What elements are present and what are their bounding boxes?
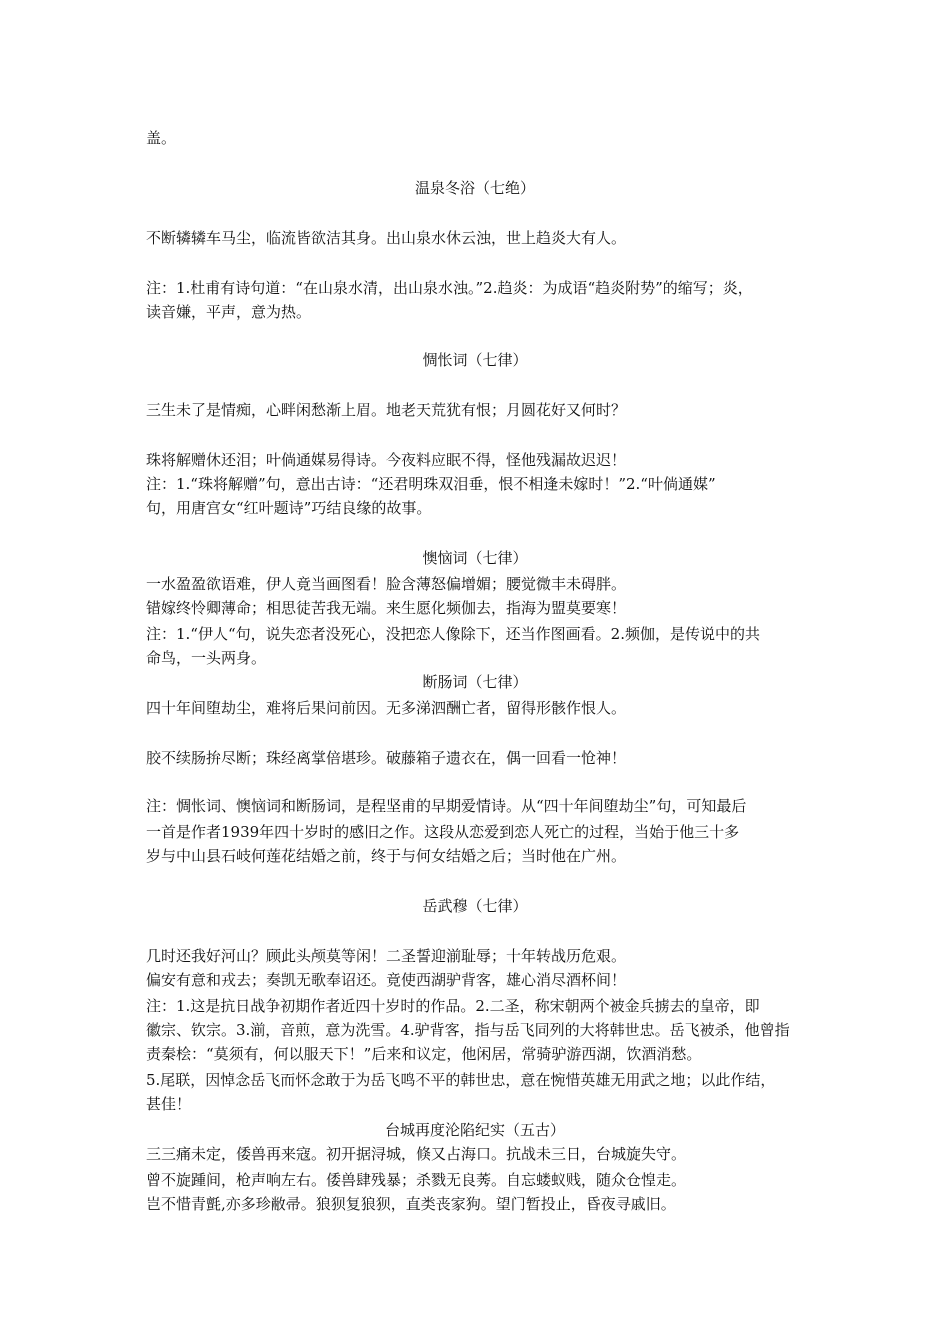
poem-line: 三生未了是情痴，心畔闲愁渐上眉。地老天荒犹有恨；月圆花好又何时？	[146, 401, 627, 419]
poem-line: 几时还我好河山？顾此头颅莫等闲！二圣誓迎湔耻辱；十年转战历危艰。	[146, 947, 627, 965]
poem-title: 温泉冬浴（七绝）	[414, 179, 535, 197]
note-line: 注：1.这是抗日战争初期作者近四十岁时的作品。2.二圣，称宋朝两个被金兵掳去的皇帝，即	[146, 997, 760, 1015]
poem-line: 偏安有意和戎去；奏凯无歌奉诏还。竟使西湖驴背客，雄心消尽酒杯间！	[146, 971, 627, 989]
poem-line: 胶不续肠拚尽断；珠经离掌倍堪珍。破藤箱子遗衣在，偶一回看一怆神！	[146, 749, 627, 767]
poem-line: 岂不惜青氈,亦多珍敝帚。狼狈复狼狈，直类丧家狗。望门暂投止，昏夜寻戚旧。	[146, 1195, 676, 1213]
poem-title: 台城再度沦陷纪实（五古）	[384, 1121, 565, 1139]
poem-title: 断肠词（七律）	[422, 673, 528, 691]
poem-title: 岳武穆（七律）	[422, 897, 528, 915]
note-line: 注：1.“伊人“句，说失恋者没死心，没把恋人像除下，还当作图画看。2.频伽，是传说中的共	[146, 625, 760, 643]
note-line: 甚佳！	[146, 1095, 192, 1113]
note-line: 句，用唐宫女“红叶题诗”巧结良缘的故事。	[146, 499, 432, 517]
note-line: 岁与中山县石岐何莲花结婚之前，终于与何女结婚之后；当时他在广州。	[146, 847, 627, 865]
poem-line: 不断辚辚车马尘，临流皆欲洁其身。出山泉水休云浊，世上趋炎大有人。	[146, 229, 627, 247]
note-line: 5.尾联，因悼念岳飞而怀念敢于为岳飞鸣不平的韩世忠，意在惋惜英雄无用武之地；以此作结，	[146, 1071, 776, 1089]
note-line: 注：1.杜甫有诗句道：“在山泉水清，出山泉水浊。”2.趋炎：为成语“趋炎附势”的缩写；炎，	[146, 279, 753, 297]
poem-line: 一水盈盈欲语难，伊人竟当画图看！脸含薄怒偏增媚；腰觉微丰未碍胖。	[146, 575, 627, 593]
poem-line: 三三痛未定，倭兽再来寇。初开据浔城，倏又占海口。抗战未三日，台城旋失守。	[146, 1145, 687, 1163]
poem-line: 曾不旋踵间，枪声响左右。倭兽肆残暴；杀戮无良莠。自忘蝼蚁贱，随众仓惶走。	[146, 1171, 687, 1189]
note-line: 徽宗、钦宗。3.湔，音煎，意为洗雪。4.驴背客，指与岳飞同列的大将韩世忠。岳飞被杀，他曾指	[146, 1021, 790, 1039]
poem-title: 懊恼词（七律）	[422, 549, 528, 567]
note-line: 责秦桧：“莫须有，何以服天下！”后来和议定，他闲居，常骑驴游西湖，饮酒消愁。	[146, 1045, 702, 1063]
note-line: 注：惆怅词、懊恼词和断肠词，是程坚甫的早期爱情诗。从“四十年间堕劫尘”句，可知最后	[146, 797, 747, 815]
note-line: 注：1.“珠将解赠”句，意出古诗：“还君明珠双泪垂，恨不相逢未嫁时！”2.“叶倘通媒”	[146, 475, 716, 493]
poem-line: 珠将解赠休还泪；叶倘通媒易得诗。今夜料应眠不得，怪他残漏故迟迟！	[146, 451, 627, 469]
text-line: 盖。	[146, 129, 177, 147]
poem-title: 惆怅词（七律）	[422, 351, 528, 369]
poem-line: 四十年间堕劫尘，难将后果问前因。无多涕泗酬亡者，留得形骸作恨人。	[146, 699, 627, 717]
note-line: 读音嫌，平声，意为热。	[146, 303, 312, 321]
note-line: 命鸟，一头两身。	[146, 649, 267, 667]
note-line: 一首是作者1939年四十岁时的感旧之作。这段从恋爱到恋人死亡的过程，当始于他三十多	[146, 823, 740, 841]
poem-line: 错嫁终怜卿薄命；相思徒苦我无端。来生愿化频伽去，指海为盟莫要寒！	[146, 599, 627, 617]
